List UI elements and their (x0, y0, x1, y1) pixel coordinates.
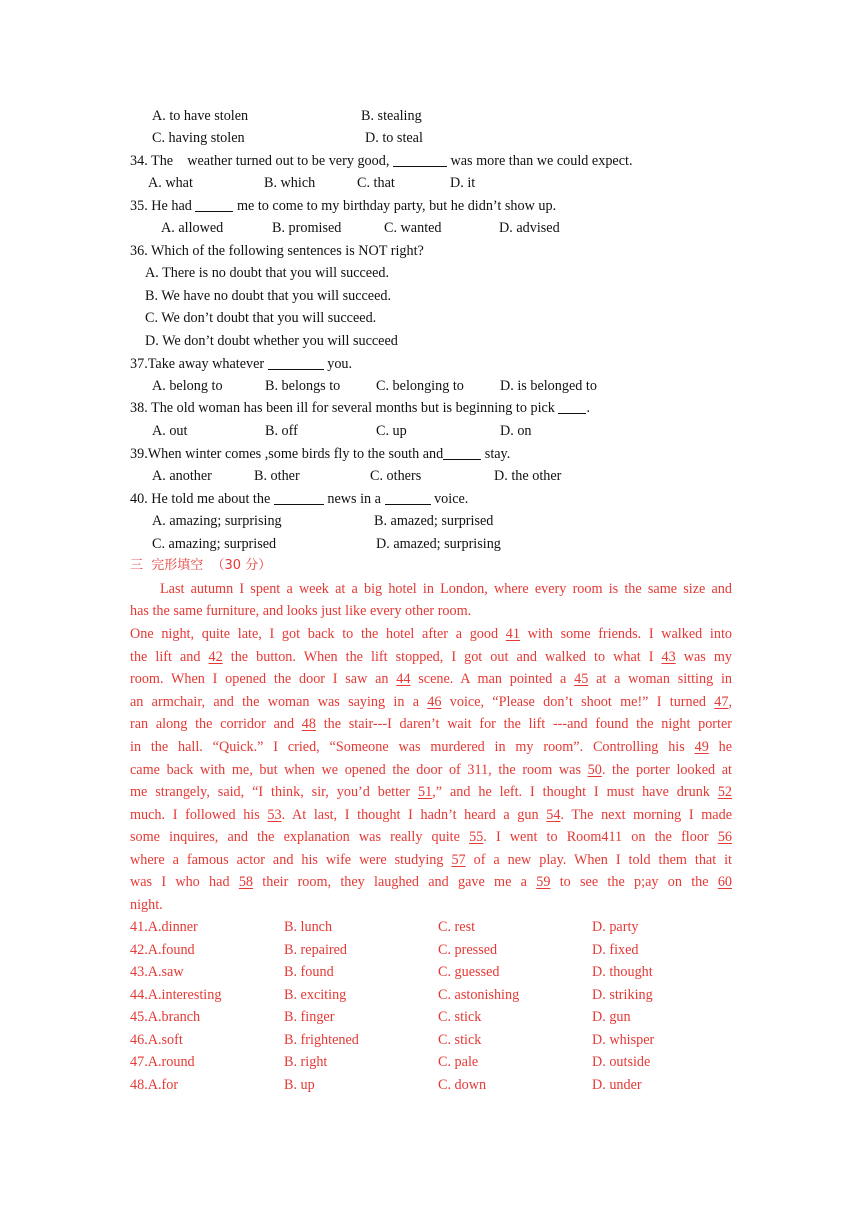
option-row: 46.A.soft (130, 1032, 183, 1048)
blank-55: 55 (469, 829, 484, 845)
passage-line: much. I followed his 53. At last, I thought I hadn’t heard a gun 54. The next morning I made (130, 807, 732, 823)
q38-option-d: D. on (500, 423, 532, 439)
q34-option-c: C. that (357, 175, 395, 191)
option-c: C. stick (438, 1032, 482, 1048)
q35-stem: 35. He had me to come to my birthday party, but he didn’t show up. (130, 198, 557, 214)
blank-51: 51 (418, 784, 433, 800)
passage-line: Last autumn I spent a week at a big hotel in London, where every room is the same size and (160, 581, 732, 597)
q40-stem: 40. He told me about the news in a voice. (130, 491, 469, 507)
q35-option-c: C. wanted (384, 220, 442, 236)
option-c: C. rest (438, 919, 476, 935)
q34-option-a: A. what (148, 175, 193, 191)
q39-option-c: C. others (370, 468, 422, 484)
option-row: 44.A.interesting (130, 987, 222, 1003)
q33-option-b: B. stealing (361, 108, 422, 124)
option-d: D. gun (592, 1009, 631, 1025)
passage-line: has the same furniture, and looks just like every other room. (130, 603, 472, 619)
blank-49: 49 (694, 739, 709, 755)
q34-stem: 34. The weather turned out to be very good, was more than we could expect. (130, 153, 633, 169)
option-b: B. repaired (284, 942, 348, 958)
q40-option-d: D. amazed; surprising (376, 536, 501, 552)
option-d: D. striking (592, 987, 653, 1003)
q33-option-a: A. to have stolen (152, 108, 249, 124)
option-row: 42.A.found (130, 942, 195, 958)
blank-44: 44 (396, 671, 411, 687)
blank-58: 58 (238, 874, 254, 890)
blank-53: 53 (267, 807, 282, 823)
blank-45: 45 (574, 671, 589, 687)
passage-line: in the hall. “Quick.” I cried, “Someone was murdered in my room”. Controlling his 49 he (130, 739, 733, 755)
option-b: B. right (284, 1054, 328, 1070)
q40-blank-2 (385, 490, 431, 505)
q36-option-a: A. There is no doubt that you will succeed. (145, 265, 390, 281)
passage-line: the lift and 42 the button. When the lift stopped, I got out and walked to what I 43 was my (130, 649, 732, 665)
q33-option-c: C. having stolen (152, 130, 245, 146)
q37-stem: 37.Take away whatever you. (130, 356, 353, 372)
q37-option-a: A. belong to (152, 378, 223, 394)
q35-blank (195, 197, 233, 212)
q37-option-b: B. belongs to (265, 378, 341, 394)
q33-option-d: D. to steal (365, 130, 423, 146)
q34-option-d: D. it (450, 175, 476, 191)
option-d: D. fixed (592, 942, 639, 958)
q34-option-b: B. which (264, 175, 316, 191)
q40-option-a: A. amazing; surprising (152, 513, 282, 529)
option-b: B. up (284, 1077, 315, 1093)
q39-blank (443, 445, 481, 460)
blank-60: 60 (717, 874, 733, 890)
q37-option-c: C. belonging to (376, 378, 464, 394)
option-b: B. finger (284, 1009, 335, 1025)
q38-option-c: C. up (376, 423, 407, 439)
q38-blank (558, 399, 586, 414)
option-b: B. exciting (284, 987, 347, 1003)
option-row: 47.A.round (130, 1054, 195, 1070)
q36-option-d: D. We don’t doubt whether you will succeed (145, 333, 398, 349)
option-d: D. under (592, 1077, 642, 1093)
q37-blank (268, 355, 324, 370)
q35-option-d: D. advised (499, 220, 560, 236)
blank-52: 52 (717, 784, 732, 800)
passage-line: room. When I opened the door I saw an 44 scene. A man pointed a 45 at a woman sitting in (130, 671, 732, 687)
q35-option-b: B. promised (272, 220, 342, 236)
q39-stem: 39.When winter comes ,some birds fly to the south and stay. (130, 446, 511, 462)
section-heading: 三 完形填空 （30 分） (130, 558, 272, 573)
blank-43: 43 (661, 649, 676, 665)
option-d: D. party (592, 919, 639, 935)
blank-41: 41 (505, 626, 520, 642)
passage-line: an armchair, and the woman was saying in a 46 voice, “Please don’t shoot me!” I turned 47, (130, 694, 733, 710)
passage-line: came back with me, but when we opened the door of 311, the room was 50. the porter looked at (130, 762, 732, 778)
option-c: C. stick (438, 1009, 482, 1025)
blank-50: 50 (587, 762, 602, 778)
option-c: C. down (438, 1077, 487, 1093)
blank-57: 57 (451, 852, 466, 868)
option-c: C. pale (438, 1054, 479, 1070)
option-b: B. frightened (284, 1032, 359, 1048)
q38-option-a: A. out (152, 423, 188, 439)
q36-stem: 36. Which of the following sentences is NOT right? (130, 243, 424, 259)
q39-option-b: B. other (254, 468, 300, 484)
q38-stem: 38. The old woman has been ill for several months but is beginning to pick . (130, 400, 590, 416)
q39-option-d: D. the other (494, 468, 562, 484)
q36-option-c: C. We don’t doubt that you will succeed. (145, 310, 377, 326)
blank-42: 42 (208, 649, 223, 665)
q40-blank-1 (274, 490, 324, 505)
option-row: 41.A.dinner (130, 919, 198, 935)
option-c: C. astonishing (438, 987, 520, 1003)
option-row: 48.A.for (130, 1077, 179, 1093)
q40-option-b: B. amazed; surprised (374, 513, 494, 529)
blank-46: 46 (427, 694, 442, 710)
blank-56: 56 (717, 829, 732, 845)
option-b: B. lunch (284, 919, 333, 935)
blank-59: 59 (536, 874, 551, 890)
option-row: 45.A.branch (130, 1009, 201, 1025)
q34-blank (393, 152, 447, 167)
q38-option-b: B. off (265, 423, 298, 439)
passage-line: some inquires, and the explanation was really quite 55. I went to Room411 on the floor 56 (130, 829, 732, 845)
option-d: D. whisper (592, 1032, 655, 1048)
option-c: C. guessed (438, 964, 500, 980)
q36-option-b: B. We have no doubt that you will succeed. (145, 288, 392, 304)
q39-option-a: A. another (152, 468, 212, 484)
passage-line: me strangely, said, “I think, sir, you’d better 51,” and he left. I thought I must have drunk 52 (130, 784, 732, 800)
passage-line: was I who had 58 their room, they laughed and gave me a 59 to see the p;ay on the 60 (130, 874, 733, 890)
q37-option-d: D. is belonged to (500, 378, 597, 394)
passage-line: night. (130, 897, 163, 913)
blank-48: 48 (301, 716, 316, 732)
q35-option-a: A. allowed (161, 220, 224, 236)
passage-line: where a famous actor and his wife were studying 57 of a new play. When I told them that it (130, 852, 733, 868)
blank-47: 47 (714, 694, 729, 710)
option-d: D. outside (592, 1054, 651, 1070)
option-row: 43.A.saw (130, 964, 184, 980)
passage-line: One night, quite late, I got back to the hotel after a good 41 with some friends. I walked into (130, 626, 732, 642)
blank-54: 54 (546, 807, 561, 823)
option-c: C. pressed (438, 942, 498, 958)
q40-option-c: C. amazing; surprised (152, 536, 277, 552)
option-b: B. found (284, 964, 334, 980)
passage-line: ran along the corridor and 48 the stair---I daren’t wait for the lift ---and found the night porter (130, 716, 732, 732)
option-d: D. thought (592, 964, 653, 980)
